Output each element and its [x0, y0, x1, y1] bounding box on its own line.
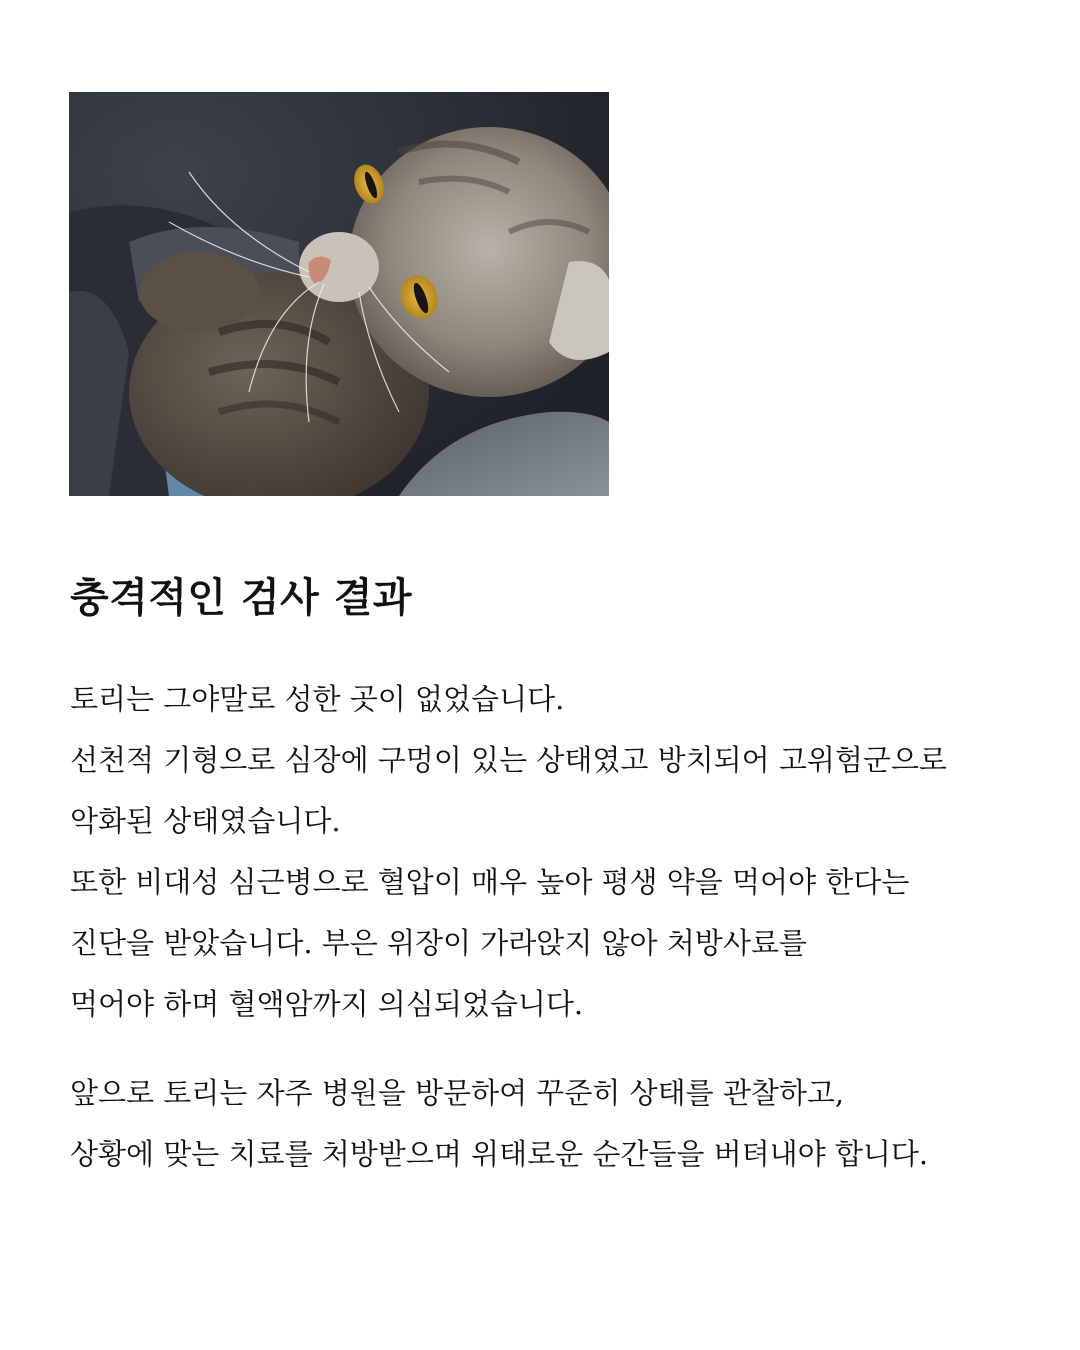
section-heading: 충격적인 검사 결과 [70, 574, 412, 621]
paragraph-diagnosis [70, 669, 947, 1035]
cat-photo [69, 92, 609, 496]
text-line: 먹어야 하며 혈액암까지 의심되었습니다. [70, 987, 584, 1021]
text-line: 상황에 맞는 치료를 처방받으며 위태로운 순간들을 버텨내야 합니다. [70, 1137, 929, 1171]
text-line: 앞으로 토리는 자주 병원을 방문하여 꾸준히 상태를 관찰하고, [70, 1076, 845, 1110]
text-line: 악화된 상태였습니다. [70, 804, 341, 838]
paragraph-future-care [70, 1063, 928, 1185]
text-line: 진단을 받았습니다. 부은 위장이 가라앉지 않아 처방사료를 [70, 926, 807, 960]
text-line: 선천적 기형으로 심장에 구멍이 있는 상태였고 방치되어 고위험군으로 [70, 743, 947, 777]
text-line: 또한 비대성 심근병으로 혈압이 매우 높아 평생 약을 먹어야 한다는 [70, 865, 910, 899]
text-line: 토리는 그야말로 성한 곳이 없었습니다. [70, 682, 565, 716]
